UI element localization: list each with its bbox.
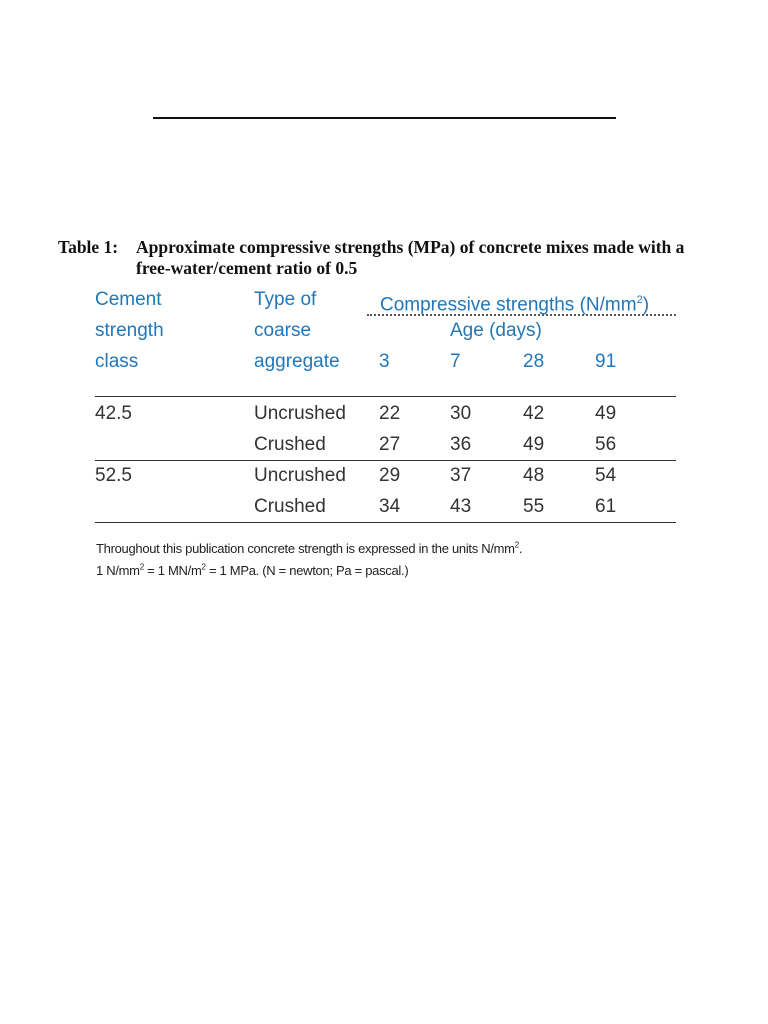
age-header: 3 <box>379 351 390 372</box>
value-cell: 34 <box>379 496 401 517</box>
age-header: 28 <box>523 351 545 372</box>
col2-header-line-1: Type of <box>254 289 317 310</box>
footnote-line-1-text: Throughout this publication concrete strength is expressed in the units N/mm <box>96 541 515 556</box>
strength-class-cell: 42.5 <box>95 403 132 424</box>
strength-class-cell: 52.5 <box>95 465 132 486</box>
footnote-line-1-sup: 2 <box>514 540 519 550</box>
col1-header-line-1: Cement <box>95 289 162 310</box>
col2-header-line-3: aggregate <box>254 351 340 372</box>
col1-header-line-2: strength <box>95 320 164 341</box>
compressive-strengths-header <box>380 288 649 317</box>
age-header: 7 <box>450 351 461 372</box>
table-caption <box>58 237 738 279</box>
value-cell: 56 <box>595 434 617 455</box>
value-cell: 27 <box>379 434 401 455</box>
footnote-line-2-sup-1: 2 <box>139 562 144 572</box>
value-cell: 48 <box>523 465 545 486</box>
value-cell: 61 <box>595 496 617 517</box>
group-divider-rule <box>95 460 676 461</box>
caption-line-2: free-water/cement ratio of 0.5 <box>136 258 358 278</box>
value-cell: 54 <box>595 465 617 486</box>
value-cell: 43 <box>450 496 472 517</box>
age-header: 91 <box>595 351 617 372</box>
header-bottom-rule <box>95 396 676 397</box>
caption-line-1: Approximate compressive strengths (MPa) of concrete mixes made with a <box>136 237 685 257</box>
group-header-end: ) <box>642 294 650 316</box>
value-cell: 30 <box>450 403 472 424</box>
value-cell: 49 <box>523 434 545 455</box>
value-cell: 37 <box>450 465 472 486</box>
col1-header-line-3: class <box>95 351 139 372</box>
footnote-line-2 <box>96 560 716 582</box>
footnote-line-2-sup-2: 2 <box>201 562 206 572</box>
value-cell: 49 <box>595 403 617 424</box>
strength-table <box>95 283 676 523</box>
value-cell: 22 <box>379 403 401 424</box>
aggregate-cell: Uncrushed <box>254 465 346 486</box>
table-footnote <box>96 538 716 582</box>
aggregate-cell: Crushed <box>254 496 326 517</box>
aggregate-cell: Crushed <box>254 434 326 455</box>
footnote-line-2-c: = 1 MPa. (N = newton; Pa = pascal.) <box>205 563 409 578</box>
value-cell: 42 <box>523 403 545 424</box>
value-cell: 55 <box>523 496 545 517</box>
header-dotted-rule <box>367 314 676 316</box>
caption-label: Table 1: <box>58 237 119 257</box>
group-header-text: Compressive strengths (N/mm <box>380 294 637 316</box>
table-bottom-rule <box>95 522 676 523</box>
value-cell: 36 <box>450 434 472 455</box>
col2-header-line-2: coarse <box>254 320 312 341</box>
age-days-header: Age (days) <box>450 320 542 341</box>
footnote-line-1-end: . <box>518 541 523 556</box>
aggregate-cell: Uncrushed <box>254 403 346 424</box>
footnote-line-1 <box>96 538 716 560</box>
value-cell: 29 <box>379 465 401 486</box>
footnote-line-2-a: 1 N/mm <box>96 563 140 578</box>
group-header-sup: 2 <box>636 294 643 306</box>
top-rule <box>153 117 616 119</box>
footnote-line-2-b: = 1 MN/m <box>143 563 202 578</box>
